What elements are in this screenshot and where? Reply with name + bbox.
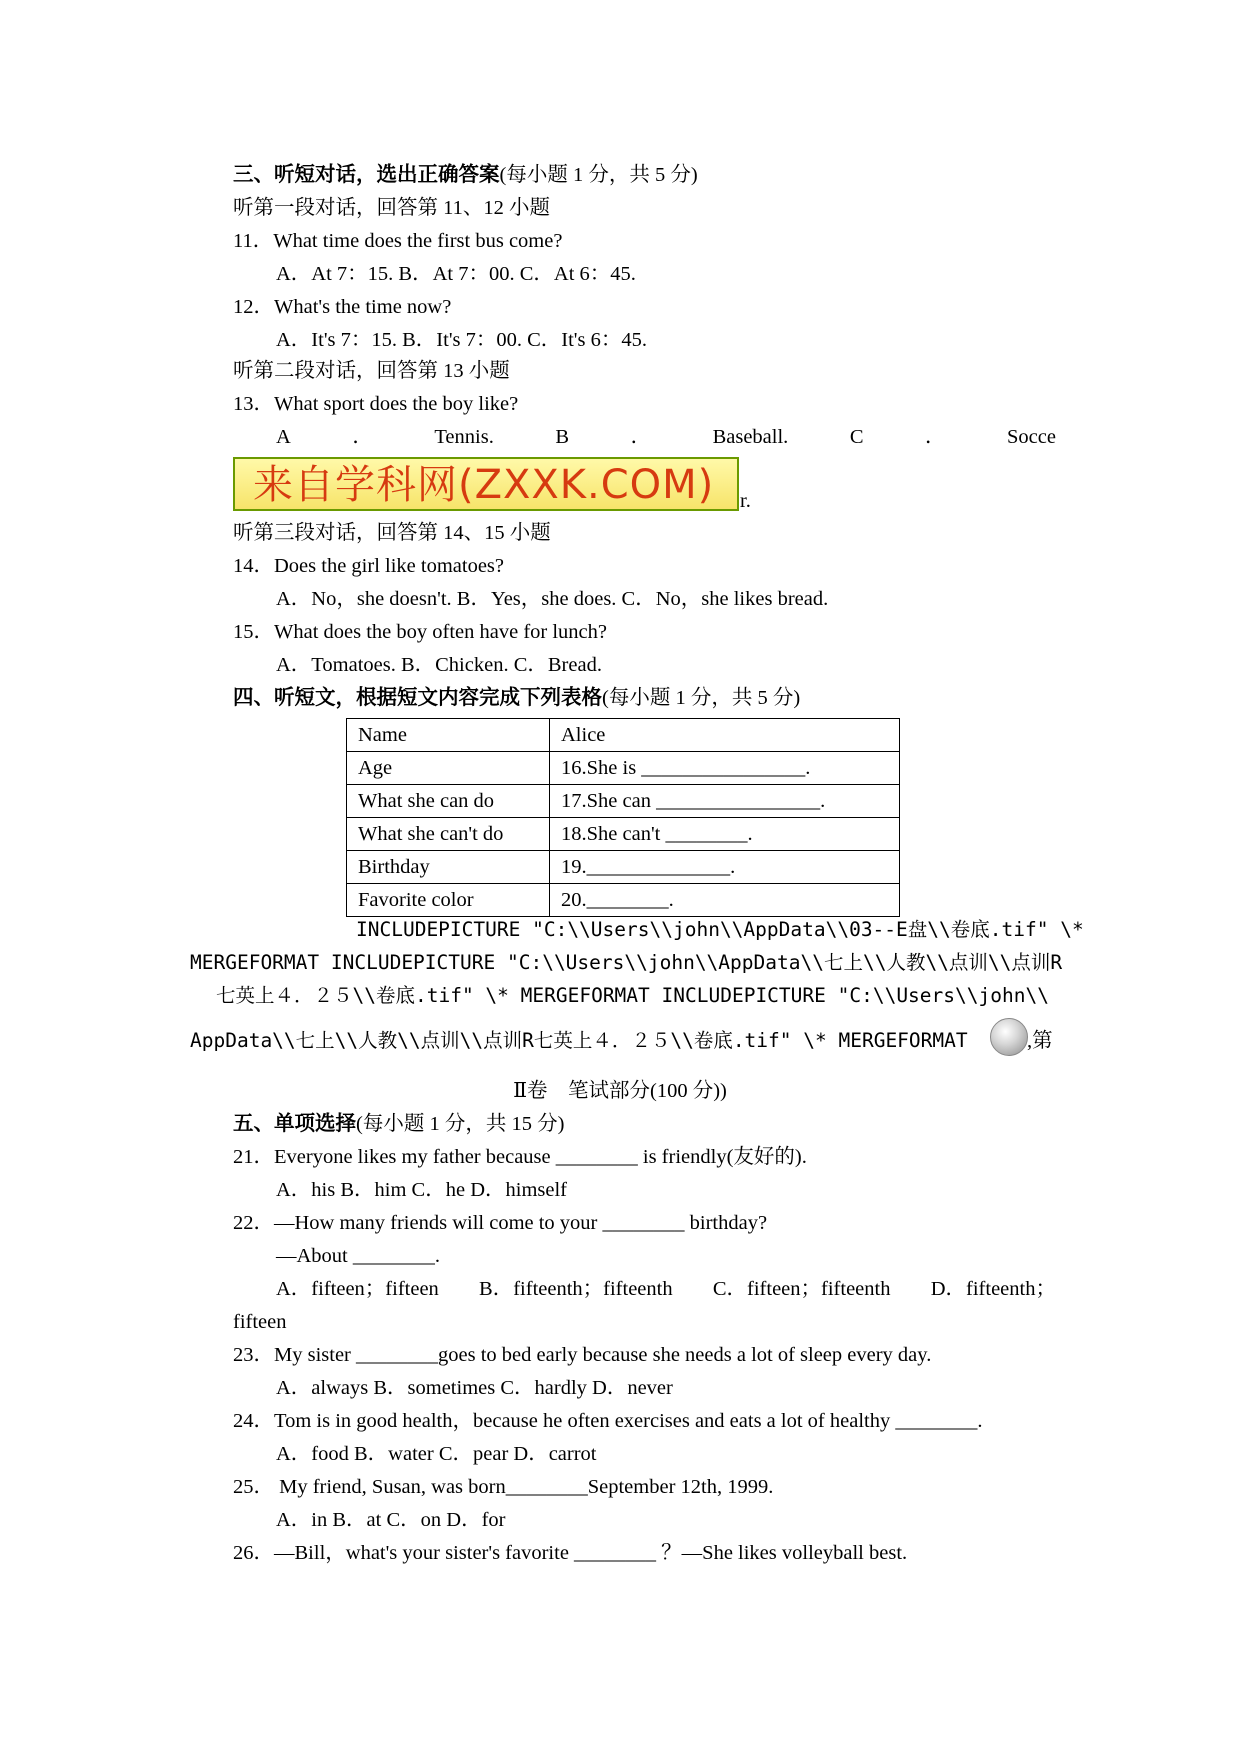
table-cell-label: Birthday — [347, 851, 550, 884]
q13-opt-a-text: Tennis. — [434, 426, 494, 448]
part2-title: Ⅱ卷 笔试部分(100 分)) — [513, 1080, 727, 1102]
q13-opt-c-letter: C — [849, 426, 864, 448]
field-code-line-4: AppData\\七上\\人教\\点训\\点训R七英上４．２５\\卷底.tif" \* MERGEFORMAT — [190, 1029, 968, 1052]
q22-opt-a: A．fifteen；fifteen — [276, 1278, 439, 1300]
table-cell-value: 17.She can ________________. — [550, 785, 900, 818]
section3-score: (每小题 1 分，共 5 分) — [499, 164, 698, 186]
table-cell-label: Name — [347, 719, 550, 752]
question-15-options: A．Tomatoes. B．Chicken. C．Bread. — [276, 654, 602, 676]
q13-opt-b-dot: ． — [630, 426, 652, 448]
q13-opt-c-text: Socce — [1007, 426, 1056, 448]
question-22-line-2: —About ________. — [276, 1245, 440, 1267]
question-12-options: A．It's 7：15. B．It's 7：00. C．It's 6：45. — [276, 329, 647, 351]
section5-score: (每小题 1 分，共 15 分) — [356, 1113, 565, 1135]
table-cell-value: 20.________. — [550, 884, 900, 917]
q13-opt-a-dot: ． — [352, 426, 373, 448]
question-13: 13．What sport does the boy like? — [233, 393, 519, 415]
table-cell-value: 16.She is ________________. — [550, 752, 900, 785]
question-14-options: A．No，she doesn't. B．Yes，she does. C．No，she likes bread. — [276, 588, 829, 610]
field-code-line-2: MERGEFORMAT INCLUDEPICTURE "C:\\Users\\john\\AppData\\七上\\人教\\点训\\点训R — [190, 951, 1063, 974]
dialog1-instruction: 听第一段对话，回答第 11、12 小题 — [233, 197, 550, 219]
banner-text: 来自学科网(ZXXK.COM) — [253, 462, 715, 508]
section3-heading: 三、听短对话，选出正确答案 — [233, 164, 500, 186]
q13-opt-b-text: Baseball. — [712, 426, 789, 448]
question-12: 12．What's the time now? — [233, 296, 452, 318]
section4-heading-line — [233, 685, 800, 711]
table-cell-value: 19.______________. — [550, 851, 900, 884]
section3-heading-line — [233, 162, 698, 188]
table-cell-label: Age — [347, 752, 550, 785]
question-25: 25． My friend, Susan, was born________September 12th, 1999. — [233, 1476, 774, 1498]
section4-score: (每小题 1 分，共 5 分) — [602, 687, 801, 709]
question-14: 14．Does the girl like tomatoes? — [233, 555, 504, 577]
q13-opt-c-dot: ． — [925, 426, 946, 448]
question-22-options — [276, 1276, 1056, 1302]
question-21: 21．Everyone likes my father because ________ is friendly(友好的). — [233, 1146, 807, 1168]
field-code-line-1: INCLUDEPICTURE "C:\\Users\\john\\AppData\\03--E盘\\卷底.tif" \* — [356, 918, 1084, 941]
question-21-options: A．his B．him C．he D．himself — [276, 1179, 567, 1201]
table-row — [347, 884, 900, 917]
question-23: 23．My sister ________goes to bed early because she needs a lot of sleep every day. — [233, 1344, 932, 1366]
question-13-options — [276, 424, 1056, 450]
dialog3-instruction: 听第三段对话，回答第 14、15 小题 — [233, 522, 551, 544]
table-cell-label: Favorite color — [347, 884, 550, 917]
q13-opt-a-letter: A — [276, 426, 291, 448]
zxxk-watermark-banner — [233, 457, 739, 511]
q22-opt-b: B．fifteenth；fifteenth — [479, 1278, 673, 1300]
table-row — [347, 818, 900, 851]
q22-opt-d: D．fifteenth； — [930, 1278, 1056, 1300]
section5-heading: 五、单项选择 — [233, 1113, 356, 1135]
table-cell-label: What she can do — [347, 785, 550, 818]
question-13-tail: r. — [740, 490, 751, 512]
missing-picture-globe-icon — [990, 1018, 1028, 1056]
info-table — [346, 718, 900, 917]
question-22-line-1: 22．—How many friends will come to your ________ birthday? — [233, 1212, 768, 1234]
question-23-options: A．always B．sometimes C．hardly D．never — [276, 1377, 673, 1399]
question-15: 15．What does the boy often have for lunch? — [233, 621, 608, 643]
table-row — [347, 719, 900, 752]
question-24-options: A．food B．water C．pear D．carrot — [276, 1443, 597, 1465]
table-cell-label: What she can't do — [347, 818, 550, 851]
question-25-options: A．in B．at C．on D．for — [276, 1509, 506, 1531]
question-24: 24．Tom is in good health，because he often exercises and eats a lot of healthy ________. — [233, 1410, 983, 1432]
section5-heading-line — [233, 1111, 564, 1137]
table-row — [347, 851, 900, 884]
table-row — [347, 785, 900, 818]
question-22-options-wrap: fifteen — [233, 1311, 287, 1333]
question-11: 11．What time does the first bus come? — [233, 230, 563, 252]
field-code-line-3: 七英上４．２５\\卷底.tif" \* MERGEFORMAT INCLUDEPICTURE "C:\\Users\\john\\ — [216, 984, 1049, 1007]
q22-opt-c: C．fifteen；fifteenth — [712, 1278, 891, 1300]
field-code-line-4-tail: ,第 — [1027, 1030, 1053, 1052]
question-11-options: A．At 7：15. B．At 7：00. C．At 6：45. — [276, 263, 636, 285]
table-cell-value: 18.She can't ________. — [550, 818, 900, 851]
q13-opt-b-letter: B — [555, 426, 570, 448]
question-26: 26．—Bill，what's your sister's favorite ________ ？—She likes volleyball best. — [233, 1542, 908, 1564]
table-row — [347, 752, 900, 785]
table-cell-value: Alice — [550, 719, 900, 752]
section4-heading: 四、听短文，根据短文内容完成下列表格 — [233, 687, 602, 709]
dialog2-instruction: 听第二段对话，回答第 13 小题 — [233, 360, 510, 382]
